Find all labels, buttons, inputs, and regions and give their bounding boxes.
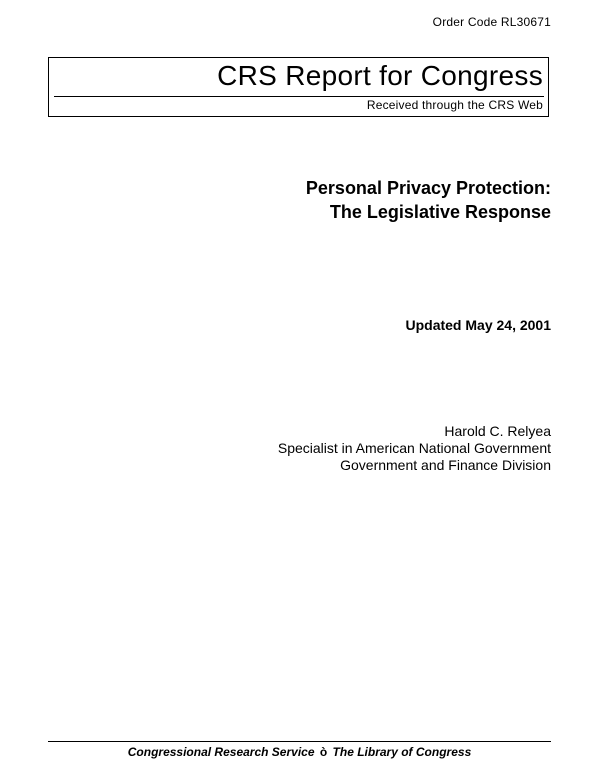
report-subtitle: Received through the CRS Web [366, 98, 543, 112]
footer-separator: ò [319, 745, 328, 759]
report-title: CRS Report for Congress [217, 60, 543, 91]
order-code: Order Code RL30671 [432, 15, 551, 29]
updated-date: Updated May 24, 2001 [405, 317, 551, 333]
footer-right: The Library of Congress [332, 745, 472, 759]
footer [48, 745, 551, 759]
document-title [306, 176, 551, 224]
report-header-box [48, 57, 549, 117]
document-title-line-1: Personal Privacy Protection: [305, 178, 551, 198]
author-division: Government and Finance Division [340, 457, 551, 473]
document-title-line-2: The Legislative Response [329, 202, 551, 222]
footer-rule [48, 741, 551, 742]
author-position: Specialist in American National Government [277, 440, 551, 456]
author-block [278, 423, 551, 474]
author-name: Harold C. Relyea [444, 423, 551, 439]
report-header-rule [54, 96, 544, 97]
footer-left: Congressional Research Service [127, 745, 315, 759]
